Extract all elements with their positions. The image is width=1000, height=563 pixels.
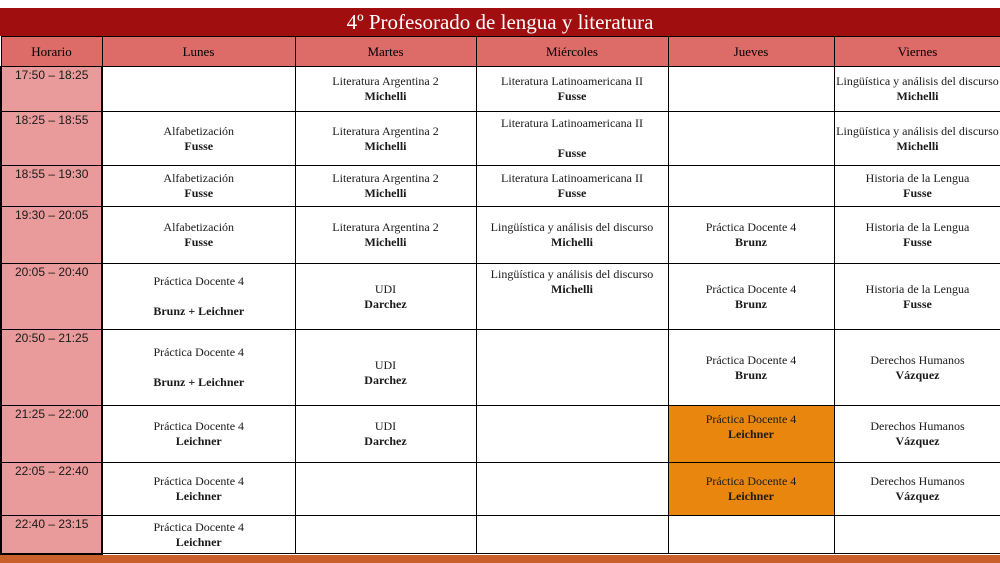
cell-martes [295, 516, 476, 554]
cell-miercoles [476, 406, 668, 463]
cell-lunes [102, 112, 295, 166]
teacher: Fusse [184, 138, 214, 153]
time-slot: 20:50 – 21:25 [1, 330, 102, 406]
teacher: Vázquez [895, 367, 940, 382]
teacher: Brunz [734, 367, 767, 382]
cell-lunes [102, 264, 295, 330]
subject: Historia de la Lengua [865, 220, 970, 234]
time-slot: 18:55 – 19:30 [1, 166, 102, 207]
subject: Historia de la Lengua [865, 281, 970, 296]
teacher: Leichner [175, 489, 222, 503]
cell-martes [295, 166, 476, 207]
subject: Práctica Docente 4 [153, 274, 245, 288]
page-title: 4º Profesorado de lengua y literatura [0, 8, 1000, 36]
header-row [1, 37, 1000, 67]
subject: Lingüística y análisis del discurso [490, 267, 654, 281]
cell-miercoles [476, 264, 668, 330]
subject: Historia de la Lengua [865, 171, 970, 185]
cell-viernes [834, 207, 1000, 264]
teacher: Darchez [364, 434, 407, 448]
cell-viernes [834, 166, 1000, 207]
header-miercoles: Miércoles [476, 37, 668, 67]
cell-lunes [102, 406, 295, 463]
teacher: Michelli [364, 235, 407, 249]
teacher: Brunz + Leichner [153, 375, 245, 389]
cell-jueves-highlighted [668, 463, 834, 516]
subject: Literatura Argentina 2 [332, 74, 439, 88]
cell-miercoles [476, 67, 668, 112]
schedule-table [0, 36, 1000, 555]
subject: Derechos Humanos [870, 419, 965, 433]
time-slot: 22:05 – 22:40 [1, 463, 102, 516]
teacher: Michelli [364, 89, 407, 103]
teacher: Michelli [896, 138, 939, 153]
table-row [1, 330, 1000, 406]
subject: Lingüística y análisis del discurso [836, 123, 999, 138]
table-row [1, 264, 1000, 330]
time-slot: 20:05 – 20:40 [1, 264, 102, 330]
cell-lunes [102, 166, 295, 207]
table-row [1, 112, 1000, 166]
header-viernes: Viernes [834, 37, 1000, 67]
header-horario: Horario [1, 37, 102, 67]
teacher: Vázquez [895, 434, 940, 448]
teacher: Leichner [175, 434, 222, 448]
subject: Alfabetización [163, 123, 235, 138]
teacher: Fusse [903, 186, 932, 200]
teacher: Michelli [364, 138, 407, 153]
cell-viernes [834, 264, 1000, 330]
header-lunes: Lunes [102, 37, 295, 67]
subject: Práctica Docente 4 [153, 345, 245, 359]
subject: UDI [374, 357, 397, 372]
time-slot: 18:25 – 18:55 [1, 112, 102, 166]
subject: Lingüística y análisis del discurso [490, 220, 654, 234]
cell-miercoles [476, 330, 668, 406]
subject: Lingüística y análisis del discurso [836, 74, 999, 88]
table-row [1, 463, 1000, 516]
subject: Práctica Docente 4 [705, 352, 797, 367]
subject: Práctica Docente 4 [153, 519, 245, 534]
subject: Literatura Argentina 2 [332, 123, 439, 138]
cell-jueves [668, 112, 834, 166]
subject: Práctica Docente 4 [153, 474, 245, 488]
time-slot: 22:40 – 23:15 [1, 516, 102, 554]
cell-viernes [834, 406, 1000, 463]
teacher: Leichner [728, 427, 774, 441]
subject: Literatura Latinoamericana II [501, 171, 643, 185]
cell-lunes [102, 67, 295, 112]
teacher: Fusse [903, 235, 932, 249]
subject: Alfabetización [163, 220, 235, 234]
cell-lunes [102, 330, 295, 406]
cell-viernes [834, 330, 1000, 406]
cell-martes [295, 463, 476, 516]
table-row [1, 406, 1000, 463]
teacher: Brunz [734, 235, 767, 249]
cell-martes [295, 406, 476, 463]
cell-martes [295, 207, 476, 264]
cell-jueves-highlighted [668, 406, 834, 463]
teacher: Brunz + Leichner [153, 304, 245, 318]
subject: Práctica Docente 4 [705, 412, 797, 426]
cell-viernes [834, 67, 1000, 112]
cell-martes [295, 67, 476, 112]
teacher: Michelli [551, 235, 593, 249]
subject: Literatura Argentina 2 [332, 171, 439, 185]
subject: Alfabetización [163, 171, 235, 185]
teacher: Darchez [364, 296, 407, 311]
teacher: Fusse [557, 186, 587, 200]
subject: Práctica Docente 4 [705, 281, 797, 296]
subject: UDI [374, 419, 397, 433]
cell-miercoles [476, 463, 668, 516]
cell-martes [295, 264, 476, 330]
teacher: Michelli [364, 186, 407, 200]
cell-jueves [668, 516, 834, 554]
cell-martes [295, 330, 476, 406]
subject: Práctica Docente 4 [705, 474, 797, 488]
cell-lunes [102, 516, 295, 554]
teacher: Fusse [903, 296, 932, 311]
header-martes: Martes [295, 37, 476, 67]
table-row [1, 67, 1000, 112]
teacher: Fusse [184, 235, 214, 249]
cell-jueves [668, 330, 834, 406]
cell-miercoles [476, 112, 668, 166]
cell-viernes [834, 516, 1000, 554]
teacher: Leichner [175, 534, 222, 549]
subject: Derechos Humanos [870, 474, 965, 488]
cell-jueves [668, 166, 834, 207]
table-row [1, 207, 1000, 264]
cell-miercoles [476, 166, 668, 207]
subject: UDI [374, 281, 397, 296]
subject: Literatura Latinoamericana II [501, 116, 643, 130]
cell-jueves [668, 264, 834, 330]
time-slot: 19:30 – 20:05 [1, 207, 102, 264]
bottom-strip [0, 555, 1000, 563]
cell-miercoles [476, 207, 668, 264]
cell-martes [295, 112, 476, 166]
teacher: Vázquez [895, 489, 940, 503]
subject: Práctica Docente 4 [153, 419, 245, 433]
teacher: Brunz [734, 296, 767, 311]
subject: Literatura Latinoamericana II [501, 74, 643, 88]
time-slot: 21:25 – 22:00 [1, 406, 102, 463]
cell-lunes [102, 463, 295, 516]
subject: Literatura Argentina 2 [332, 220, 439, 234]
teacher: Fusse [184, 186, 214, 200]
teacher: Michelli [896, 89, 939, 103]
subject: Práctica Docente 4 [705, 220, 797, 234]
time-slot: 17:50 – 18:25 [1, 67, 102, 112]
table-row [1, 166, 1000, 207]
teacher: Fusse [557, 146, 587, 160]
table-row [1, 516, 1000, 554]
cell-lunes [102, 207, 295, 264]
header-jueves: Jueves [668, 37, 834, 67]
cell-viernes [834, 112, 1000, 166]
cell-jueves [668, 67, 834, 112]
teacher: Darchez [364, 372, 407, 387]
cell-viernes [834, 463, 1000, 516]
subject: Derechos Humanos [870, 352, 965, 367]
teacher: Michelli [551, 282, 593, 296]
cell-miercoles [476, 516, 668, 554]
teacher: Leichner [728, 489, 774, 503]
cell-jueves [668, 207, 834, 264]
teacher: Fusse [557, 89, 587, 103]
